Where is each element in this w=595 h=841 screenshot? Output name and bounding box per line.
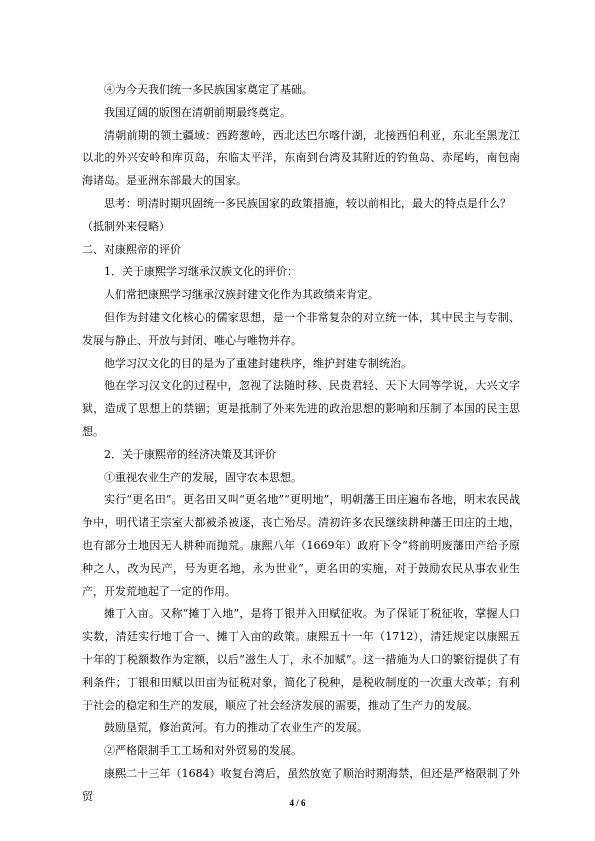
paragraph-qing-territory: 清朝前期的领土疆域：西跨葱岭，西北达巴尔喀什湖，北接西伯利亚，东北至黑龙江以北的外兴安岭和库页岛，东临太平洋，东南到台湾及其附近的钓鱼岛、赤尾屿，南包南海诸岛。是亚洲东部最大的国家。 xyxy=(82,128,520,188)
list-item-4-foundation: ④为今天我们统一多民族国家奠定了基础。 xyxy=(104,83,313,96)
paragraph-gengmingtian: 实行“更名田”。更名田又叫“更名地”“更明地”，明朝藩王田庄遍布各地，明末农民战争中，明代诸王宗室大都被杀被逐，丧亡殆尽。清初许多农民继续耕种藩王田庄的土地，也有部分土地因无人耕种而抛荒。康熙八年（1669年）政府下令“将前明废藩田产给予原种之人，改为民产，号为更名地，永为世业”，更名田的实施，对于鼓励农民从事农业生产，开发荒地起了一定的作用。 xyxy=(82,493,520,598)
paragraph-political-achievement: 人们常把康熙学习继承汉族封建文化作为其政绩来肯定。 xyxy=(104,288,379,302)
page-number: 4 / 6 xyxy=(289,798,306,808)
list-item-1-agriculture: ①重视农业生产的发展，固守农本思想。 xyxy=(104,470,302,484)
paragraph-reclamation: 鼓励垦荒，修治黄河。有力的推动了农业生产的发展。 xyxy=(104,721,368,735)
list-item-2-trade-restriction: ②严格限制手工工场和对外贸易的发展。 xyxy=(104,744,302,758)
paragraph-tanding-rumu: 摊丁入亩。又称“摊丁入地”，是将丁银并入田赋征收。为了保证丁税征收，掌握人口实数，清廷实行地丁合一、摊丁入亩的政策。康熙五十一年（1712），清廷规定以康熙五十年的丁税额数作为定额，以后“滋生人丁，永不加赋”。这一措施为人口的繁衍提供了有利条件；丁银和田赋以田亩为征税对象，简化了税种，是税收制度的一次重大改革；有利于社会的稳定和生产的发展，顺应了社会经济发展的需要，推动了生产力的发展。 xyxy=(82,607,520,712)
paragraph-thinking-question: 思考：明清时期巩固统一多民族国家的政策措施，较以前相比，最大的特点是什么？ xyxy=(104,196,511,210)
paragraph-confucianism: 但作为封建文化核心的儒家思想，是一个非常复杂的对立统一体，其中民主与专制、发展与静止、开放与封闭、唯心与唯物并存。 xyxy=(82,310,520,347)
paragraph-territory-established: 我国辽阔的版图在清朝前期最终奠定。 xyxy=(104,105,291,119)
paragraph-taiwan-recovery: 康熙二十三年（1684）收复台湾后，虽然放宽了顺治时期海禁，但还是严格限制了外贸 xyxy=(82,766,520,803)
paragraph-answer: （抵制外来侵略） xyxy=(82,219,170,233)
section-heading-kangxi-evaluation: 二、对康熙帝的评价 xyxy=(82,242,181,256)
paragraph-criticism: 他在学习汉文化的过程中，忽视了法随时移、民贵君轻、天下大同等学说，大兴文字狱，造成了思想上的禁锢；更是抵制了外来先进的政治思想的影响和压制了本国的民主思想。 xyxy=(82,379,520,438)
subheading-1-han-culture: 1．关于康熙学习继承汉族文化的评价： xyxy=(104,265,298,279)
paragraph-purpose: 他学习汉文化的目的是为了重建封建秩序，维护封建专制统治。 xyxy=(104,356,412,370)
subheading-2-economic-policy: 2．关于康熙帝的经济决策及其评价 xyxy=(104,447,276,461)
